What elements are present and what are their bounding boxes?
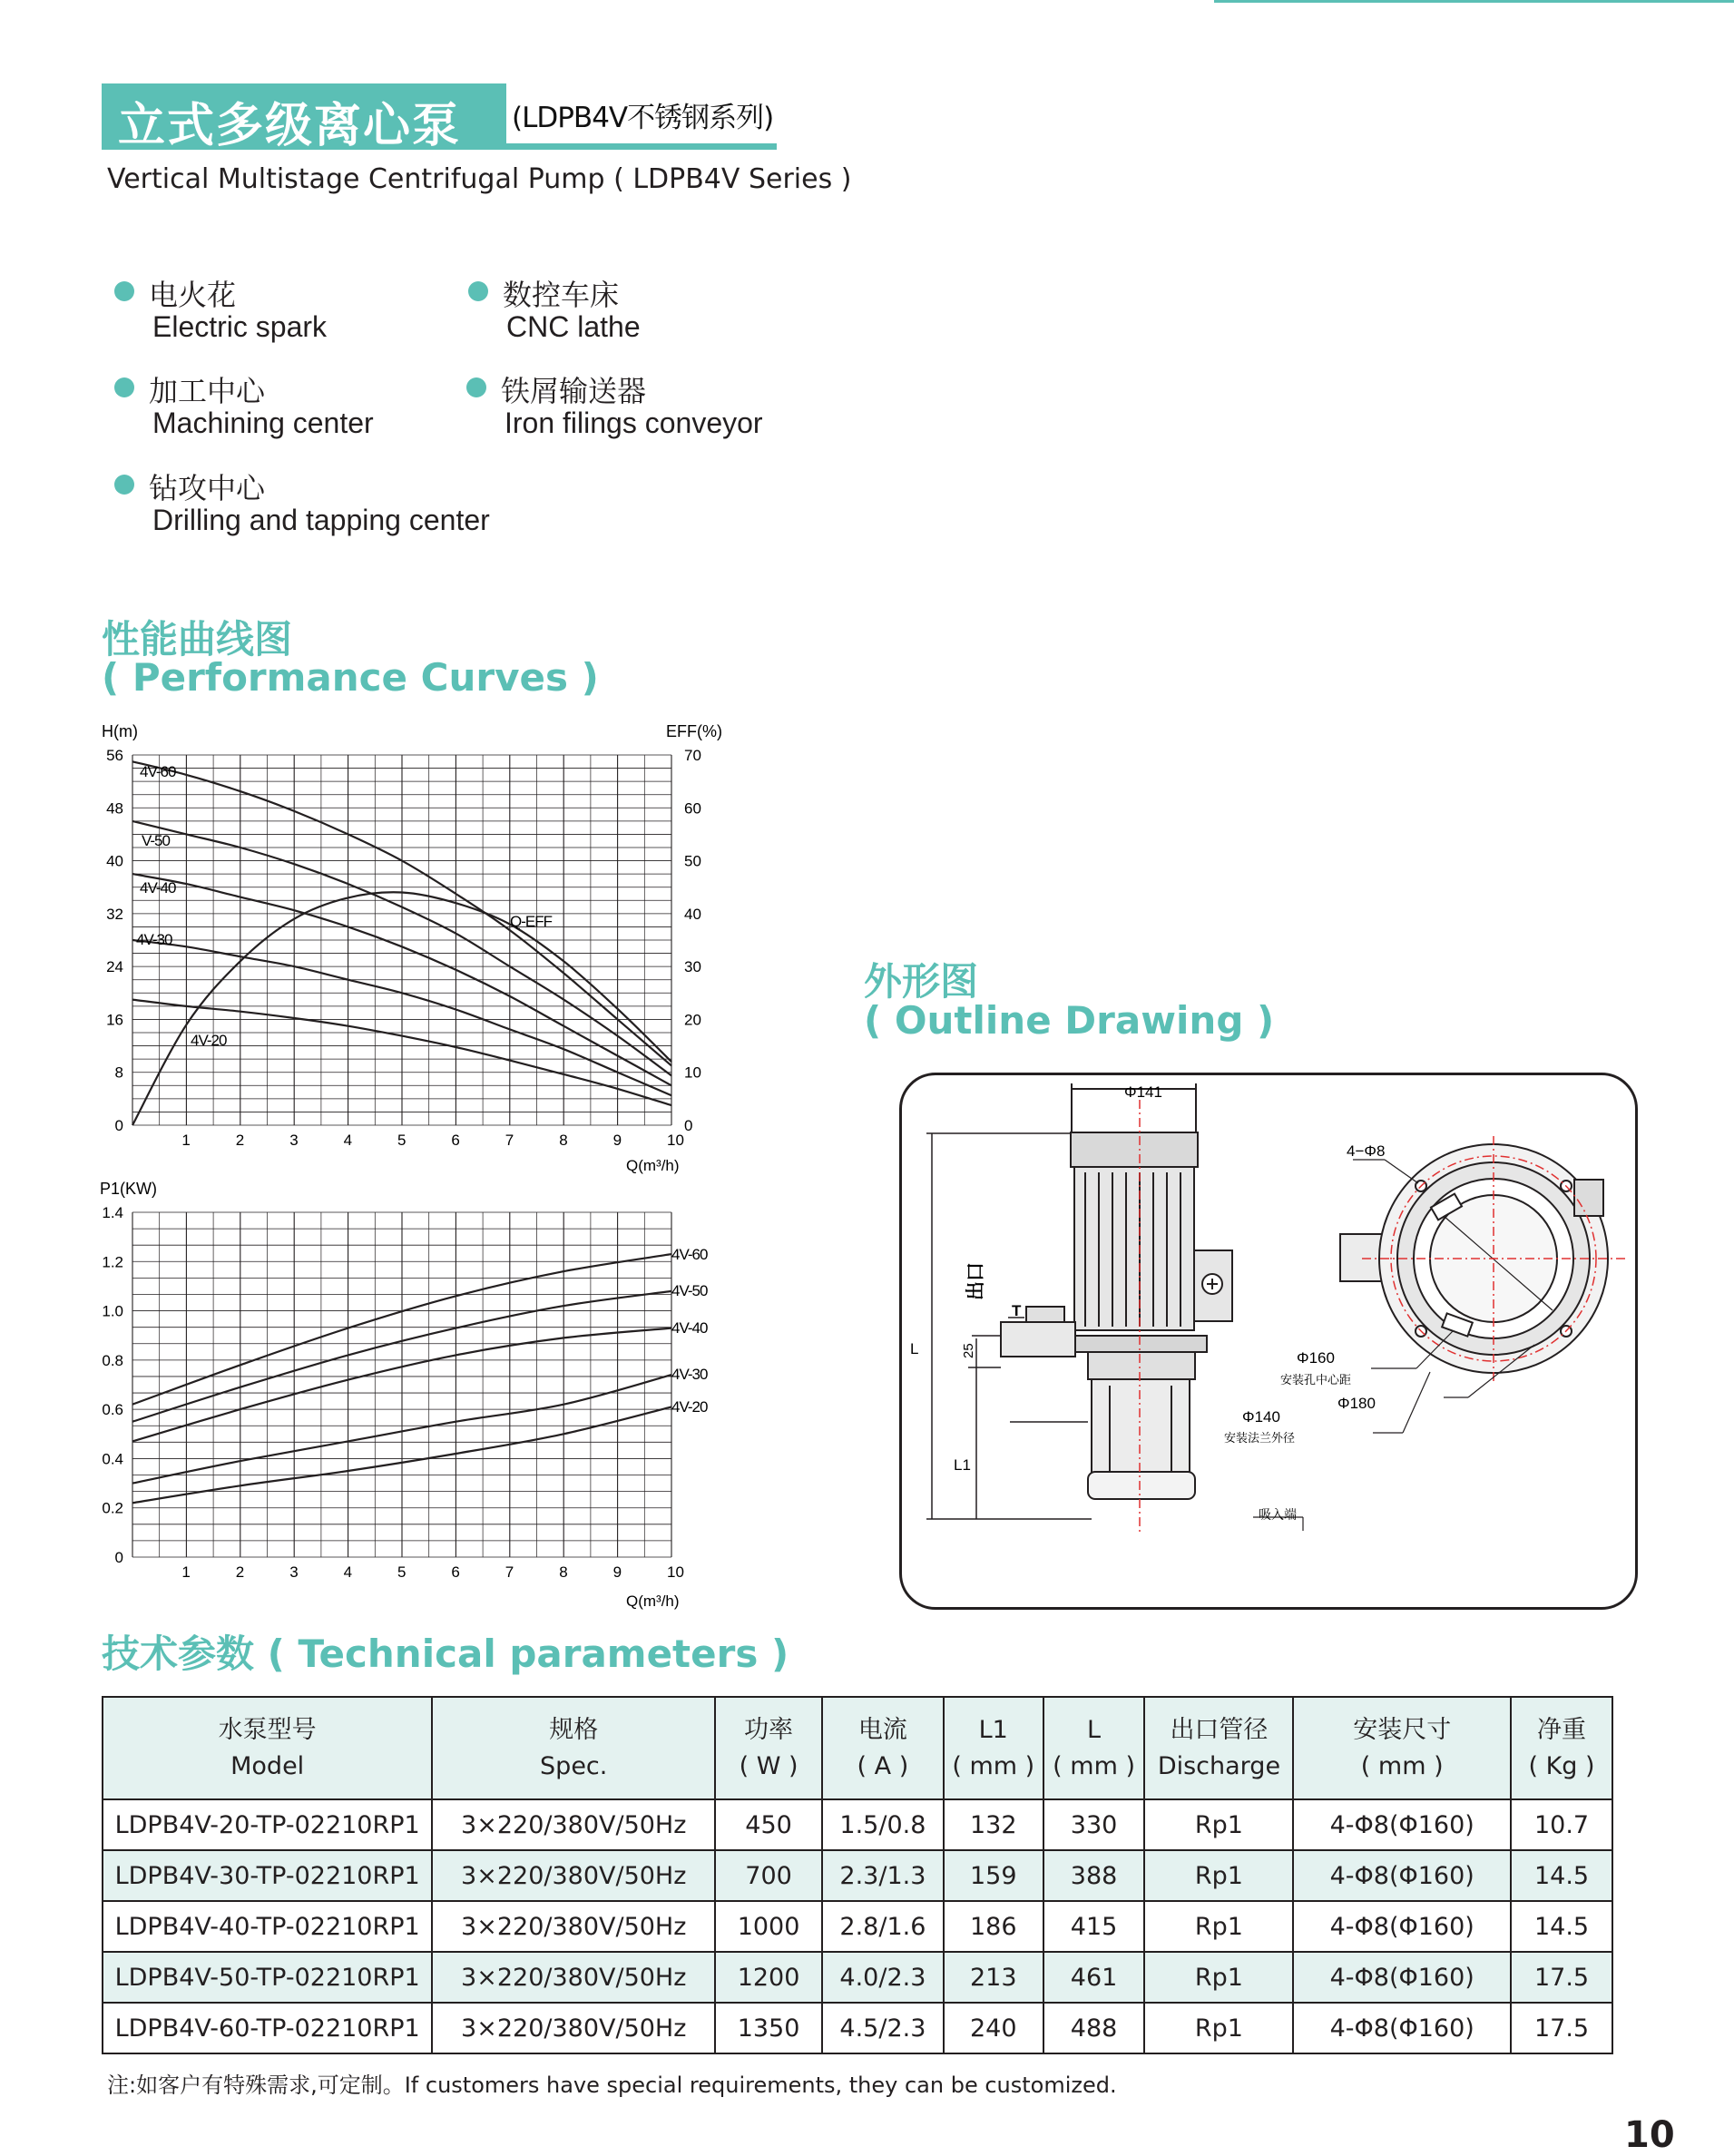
series-label: 4V-60 — [140, 763, 176, 780]
y2-tick-label: 40 — [684, 905, 701, 923]
x-tick-label: 3 — [289, 1563, 299, 1581]
cell-installation: 4-Φ8(Φ160) — [1293, 1901, 1511, 1952]
y-tick-label: 0.6 — [102, 1401, 123, 1419]
table-row — [103, 1850, 1612, 1901]
cell-l1: 132 — [944, 1799, 1043, 1850]
cell-l: 388 — [1043, 1850, 1145, 1901]
holes-label: 4−Φ8 — [1347, 1142, 1386, 1160]
y-tick-label: 1.2 — [102, 1253, 123, 1271]
table-row — [103, 1799, 1612, 1850]
cell-current: 2.8/1.6 — [822, 1901, 944, 1952]
outlet-label: 出口 — [965, 1262, 986, 1300]
chart-grid — [132, 755, 671, 1125]
cell-l: 461 — [1043, 1952, 1145, 2003]
cell-l: 415 — [1043, 1901, 1145, 1952]
y-tick-label: 24 — [106, 958, 123, 976]
dim-phi160-desc: 安装孔中心距 — [1280, 1373, 1352, 1387]
application-label-cn: 铁屑输送器 — [501, 374, 647, 408]
cell-l1: 240 — [944, 2003, 1043, 2053]
x-tick-label: 7 — [505, 1563, 514, 1581]
y-tick-label: 0.4 — [102, 1450, 123, 1468]
cell-weight: 17.5 — [1511, 2003, 1612, 2053]
performance-title-cn: 性能曲线图 — [102, 617, 293, 662]
head-efficiency-chart — [91, 717, 744, 1180]
cell-power: 1350 — [715, 2003, 822, 2053]
dim-l1: L1 — [954, 1456, 971, 1474]
header-current: 电流 ( A ) — [822, 1697, 944, 1799]
customization-note: 注:如客户有特殊需求,可定制。If customers have special requirements, they can be customized. — [107, 2073, 1117, 2098]
cell-installation: 4-Φ8(Φ160) — [1293, 2003, 1511, 2053]
dim-25: 25 — [961, 1343, 976, 1358]
x-tick-label: 10 — [667, 1563, 684, 1581]
application-label-cn: 加工中心 — [149, 374, 266, 408]
series-label: 4V-20 — [671, 1398, 708, 1416]
cell-power: 1000 — [715, 1901, 822, 1952]
table-header-row — [103, 1697, 1612, 1799]
y-axis-label: P1(KW) — [100, 1180, 157, 1198]
cell-installation: 4-Φ8(Φ160) — [1293, 1952, 1511, 2003]
cell-model: LDPB4V-30-TP-02210RP1 — [103, 1850, 432, 1901]
cell-discharge: Rp1 — [1144, 1952, 1293, 2003]
bullet-icon — [114, 377, 134, 397]
outline-title-en: ( Outline Drawing ) — [864, 998, 1275, 1043]
cell-discharge: Rp1 — [1144, 2003, 1293, 2053]
y-tick-label: 8 — [114, 1063, 123, 1082]
cell-spec: 3×220/380V/50Hz — [432, 1952, 715, 2003]
x-tick-label: 5 — [397, 1563, 407, 1581]
technical-title: 技术参数 ( Technical parameters ) — [102, 1632, 789, 1676]
application-label-cn: 电火花 — [149, 278, 237, 312]
y-tick-label: 1.4 — [102, 1204, 123, 1221]
series-label: 4V-30 — [136, 931, 172, 948]
y-tick-label: 1.0 — [102, 1302, 123, 1320]
x-tick-label: 2 — [235, 1563, 245, 1581]
x-tick-label: 6 — [451, 1563, 460, 1581]
y2-tick-label: 70 — [684, 747, 701, 764]
y-tick-label: 0 — [114, 1549, 123, 1566]
x-axis-label: Q(m³/h) — [626, 1592, 680, 1610]
y-tick-label: 0.2 — [102, 1499, 123, 1517]
application-label-en: Machining center — [152, 407, 374, 439]
dim-phi141: Φ141 — [1124, 1083, 1162, 1101]
application-label-cn: 数控车床 — [503, 278, 620, 312]
application-label-en: CNC lathe — [506, 310, 641, 343]
cell-model: LDPB4V-40-TP-02210RP1 — [103, 1901, 432, 1952]
x-tick-label: 5 — [397, 1132, 407, 1149]
cell-spec: 3×220/380V/50Hz — [432, 1799, 715, 1850]
page-title-series: (LDPB4V不锈钢系列) — [512, 102, 774, 134]
bullet-icon — [468, 281, 488, 301]
cell-weight: 17.5 — [1511, 1952, 1612, 2003]
series-label: 4V-40 — [140, 879, 176, 897]
cell-l1: 213 — [944, 1952, 1043, 2003]
x-tick-label: 10 — [667, 1132, 684, 1149]
cell-current: 4.5/2.3 — [822, 2003, 944, 2053]
x-tick-label: 4 — [343, 1563, 353, 1581]
cell-model: LDPB4V-60-TP-02210RP1 — [103, 2003, 432, 2053]
chart-grid — [132, 1212, 671, 1557]
cell-installation: 4-Φ8(Φ160) — [1293, 1850, 1511, 1901]
table-row — [103, 2003, 1612, 2053]
table-row — [103, 1952, 1612, 2003]
x-tick-label: 2 — [235, 1132, 245, 1149]
cell-discharge: Rp1 — [1144, 1901, 1293, 1952]
cell-power: 700 — [715, 1850, 822, 1901]
y-tick-label: 40 — [106, 852, 123, 870]
series-label: 4V-20 — [191, 1032, 227, 1049]
cell-l: 330 — [1043, 1799, 1145, 1850]
header-spec: 规格 Spec. — [432, 1697, 715, 1799]
outlet-t-label: T — [1012, 1302, 1022, 1319]
cell-model: LDPB4V-20-TP-02210RP1 — [103, 1799, 432, 1850]
y-tick-label: 0.8 — [102, 1351, 123, 1369]
cell-power: 450 — [715, 1799, 822, 1850]
table-row — [103, 1901, 1612, 1952]
inlet-label: 吸入端 — [1259, 1507, 1297, 1522]
application-label-cn: 钻攻中心 — [149, 471, 266, 505]
cell-weight: 10.7 — [1511, 1799, 1612, 1850]
header-weight: 净重 ( Kg ) — [1511, 1697, 1612, 1799]
header-installation: 安装尺寸 ( mm ) — [1293, 1697, 1511, 1799]
cell-current: 4.0/2.3 — [822, 1952, 944, 2003]
y2-tick-label: 50 — [684, 852, 701, 870]
y-tick-label: 32 — [106, 905, 123, 923]
page-title-en: Vertical Multistage Centrifugal Pump ( LDPB4V Series ) — [107, 163, 852, 195]
cell-l1: 159 — [944, 1850, 1043, 1901]
y-tick-label: 56 — [106, 747, 123, 764]
dim-phi140-desc: 安装法兰外径 — [1224, 1431, 1296, 1445]
y-axis-label: H(m) — [102, 722, 138, 740]
header-l: L ( mm ) — [1043, 1697, 1145, 1799]
bullet-icon — [114, 475, 134, 495]
y-tick-label: 16 — [106, 1011, 123, 1029]
performance-title-en: ( Performance Curves ) — [102, 655, 599, 700]
y-tick-label: 48 — [106, 799, 123, 818]
cell-power: 1200 — [715, 1952, 822, 2003]
x-tick-label: 6 — [451, 1132, 460, 1149]
application-label-en: Iron filings conveyor — [505, 407, 763, 439]
y2-tick-label: 0 — [684, 1117, 693, 1134]
x-tick-label: 8 — [559, 1563, 568, 1581]
header-model: 水泵型号 Model — [103, 1697, 432, 1799]
y-tick-label: 0 — [114, 1117, 123, 1134]
outline-title-cn: 外形图 — [864, 959, 979, 1004]
cell-discharge: Rp1 — [1144, 1850, 1293, 1901]
dim-l: L — [910, 1340, 919, 1357]
x-tick-label: 1 — [181, 1563, 191, 1581]
cell-spec: 3×220/380V/50Hz — [432, 1850, 715, 1901]
y2-axis-label: EFF(%) — [666, 722, 722, 740]
series-label: 4V-50 — [671, 1282, 708, 1299]
header-discharge: 出口管径 Discharge — [1144, 1697, 1293, 1799]
y2-tick-label: 20 — [684, 1011, 701, 1029]
header-power: 功率 ( W ) — [715, 1697, 822, 1799]
y2-tick-label: 30 — [684, 958, 701, 976]
x-tick-label: 3 — [289, 1132, 299, 1149]
application-label-en: Electric spark — [152, 310, 328, 343]
x-tick-label: 9 — [612, 1132, 622, 1149]
outline-drawing — [899, 1073, 1638, 1610]
cell-installation: 4-Φ8(Φ160) — [1293, 1799, 1511, 1850]
page-title-cn: 立式多级离心泵 — [118, 99, 462, 153]
dim-phi180: Φ180 — [1337, 1395, 1376, 1412]
bullet-icon — [114, 281, 134, 301]
application-label-en: Drilling and tapping center — [152, 504, 490, 536]
cell-weight: 14.5 — [1511, 1850, 1612, 1901]
y2-tick-label: 60 — [684, 799, 701, 818]
y2-tick-label: 10 — [684, 1063, 701, 1082]
dim-phi160: Φ160 — [1297, 1349, 1335, 1367]
cell-discharge: Rp1 — [1144, 1799, 1293, 1850]
x-tick-label: 4 — [343, 1132, 353, 1149]
top-accent-line — [1214, 0, 1734, 3]
bullet-icon — [466, 377, 486, 397]
header-l1: L1 ( mm ) — [944, 1697, 1043, 1799]
cell-l1: 186 — [944, 1901, 1043, 1952]
cell-model: LDPB4V-50-TP-02210RP1 — [103, 1952, 432, 2003]
cell-spec: 3×220/380V/50Hz — [432, 1901, 715, 1952]
series-label: 4V-30 — [671, 1366, 708, 1383]
technical-parameters-table — [102, 1696, 1613, 2054]
cell-weight: 14.5 — [1511, 1901, 1612, 1952]
series-label: 4V-60 — [671, 1246, 708, 1263]
page-number: 10 — [1624, 2114, 1675, 2156]
cell-l: 488 — [1043, 2003, 1145, 2053]
x-tick-label: 7 — [505, 1132, 514, 1149]
cell-current: 2.3/1.3 — [822, 1850, 944, 1901]
series-label: 4V-40 — [671, 1319, 708, 1337]
power-chart — [91, 1176, 744, 1612]
series-label: Q-EFF — [510, 913, 552, 930]
x-tick-label: 8 — [559, 1132, 568, 1149]
x-axis-label: Q(m³/h) — [626, 1157, 680, 1174]
cell-current: 1.5/0.8 — [822, 1799, 944, 1850]
dim-phi140: Φ140 — [1242, 1408, 1280, 1426]
x-tick-label: 1 — [181, 1132, 191, 1149]
pump-side-view — [1001, 1083, 1232, 1499]
cell-spec: 3×220/380V/50Hz — [432, 2003, 715, 2053]
series-label: V-50 — [142, 832, 170, 849]
x-tick-label: 9 — [612, 1563, 622, 1581]
